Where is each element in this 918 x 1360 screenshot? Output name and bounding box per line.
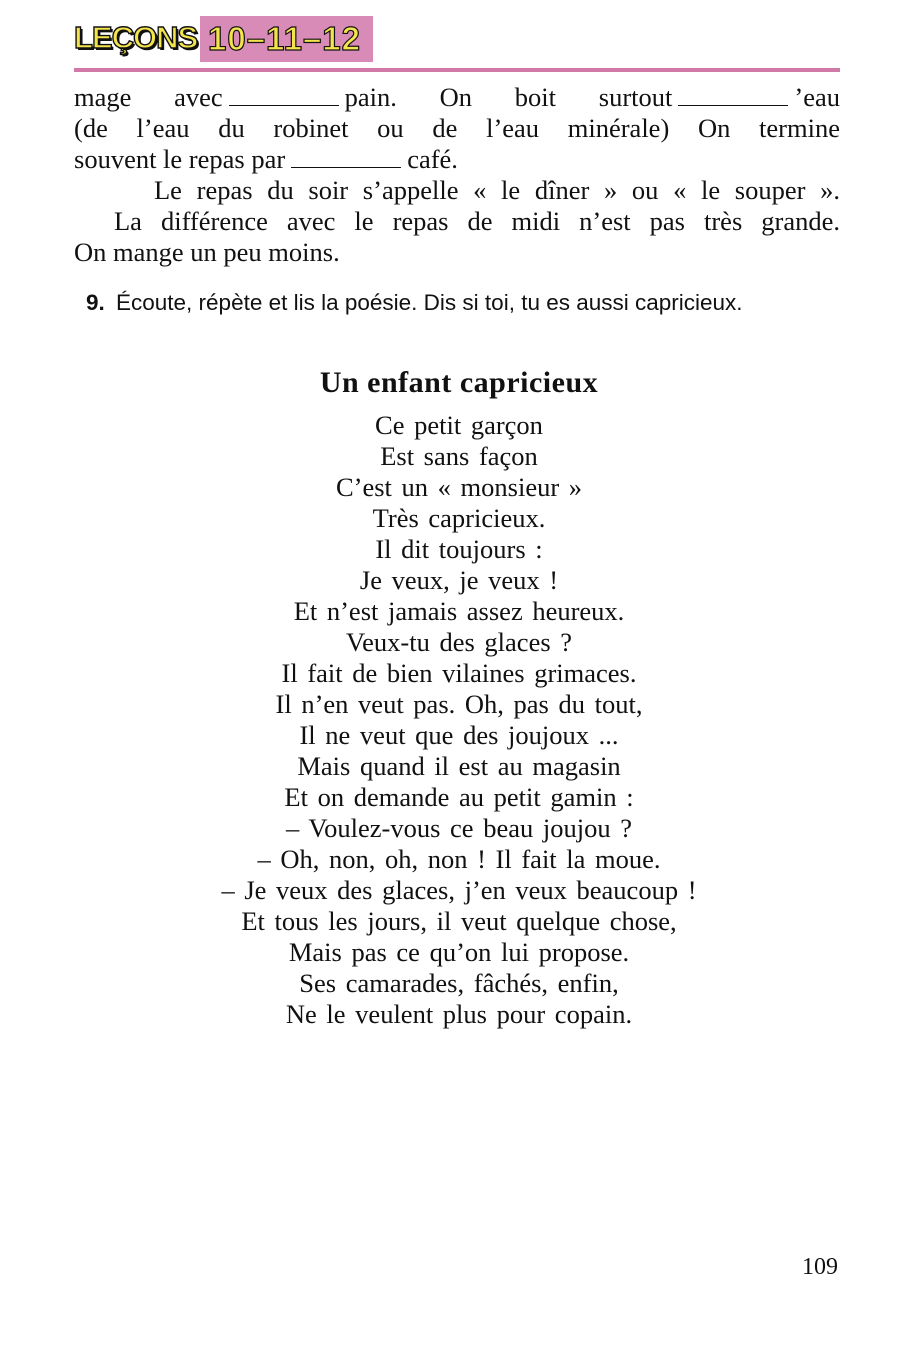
lesson-number-box [200,16,373,62]
text-line: La différence avec le repas de midi n’est pas très grande. [114,206,840,236]
text-segment: ’eau [794,82,840,112]
fill-in-blank[interactable] [229,87,339,106]
fill-in-blank[interactable] [678,87,788,106]
poem-line: Mais pas ce qu’on lui propose. [288,937,630,967]
poem-line: Ses camarades, fâchés, enfin, [299,968,619,998]
exercise-9 [86,288,840,318]
section-label: LEÇONS [74,20,198,55]
poem-line: Et n’est jamais assez heureux. [293,596,625,626]
text-segment: mage avec [74,82,223,112]
poem-line: Ne le veulent plus pour copain. [285,999,633,1029]
poem-line: Je veux, je veux ! [359,565,559,595]
fill-in-blank[interactable] [291,149,401,168]
poem-line: Et tous les jours, il veut quelque chose, [241,906,677,936]
poem-title: Un enfant capricieux [319,366,599,399]
reading-text [74,82,840,268]
text-segment: café. [407,144,458,174]
text-segment: pain. On boit surtout [344,82,673,112]
paragraph-1 [74,82,840,175]
poem-line: C’est un « monsieur » [335,472,583,502]
text-line: On mange un peu moins. [74,237,340,267]
poem-body [0,410,918,1030]
poem-line: – Je veux des glaces, j’en veux beaucoup ! [221,875,697,905]
text-line: Le repas du soir s’appelle « le dîner » ou « le souper ». [154,175,840,205]
text-line [74,82,840,113]
exercise-number: 9. [86,290,105,315]
text-segment: souvent le repas par [74,144,286,174]
poem-line: Il n’en veut pas. Oh, pas du tout, [275,689,643,719]
text-line [74,144,840,175]
lesson-numbers: 10–11–12 [208,20,362,57]
poem-line: Et on demande au petit gamin : [284,782,634,812]
poem-line: – Voulez-vous ce beau joujou ? [286,813,632,843]
paragraph-2 [74,175,840,268]
poem-line: Veux-tu des glaces ? [345,627,573,657]
poem-line: – Oh, non, oh, non ! Il fait la moue. [257,844,661,874]
poem-line: Il fait de bien vilaines grimaces. [281,658,637,688]
page-number: 109 [802,1254,838,1280]
poem-line: Il dit toujours : [375,534,543,564]
header-rule [74,68,840,72]
poem-line: Il ne veut que des joujoux ... [299,720,619,750]
poem-line: Est sans façon [380,441,538,471]
exercise-instruction: Écoute, répète et lis la poésie. Dis si toi, tu es aussi capricieux. [116,290,743,315]
poem-line: Très capricieux. [372,503,546,533]
poem-line: Ce petit garçon [375,410,543,440]
poem-line: Mais quand il est au magasin [297,751,621,781]
text-line: (de l’eau du robinet ou de l’eau minérale) On termine [74,113,840,143]
